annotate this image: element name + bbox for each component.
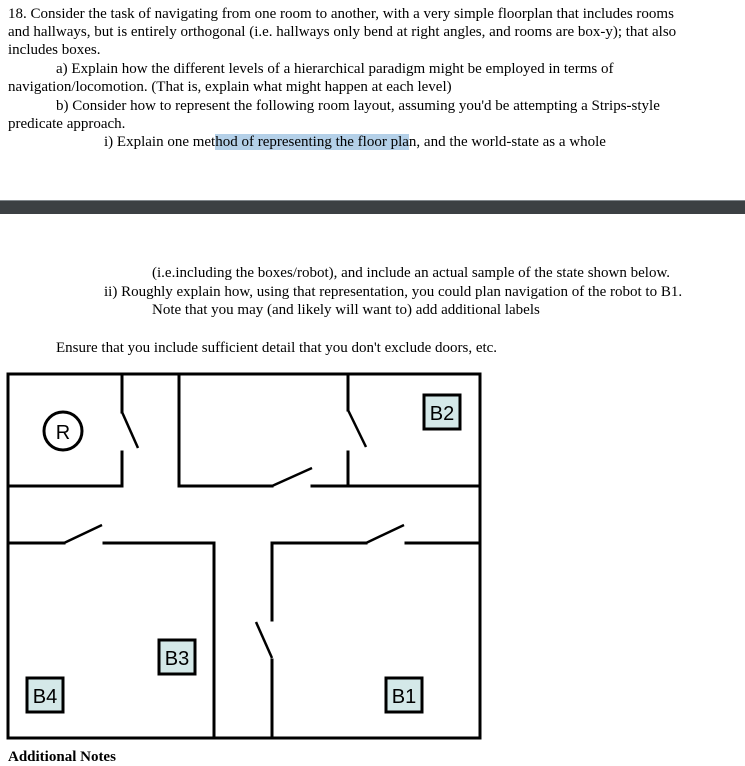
floorplan-diagram [0,360,745,740]
box-b2 [424,395,460,429]
door-bottom-left-room [64,525,102,543]
document-page-top [0,0,745,200]
box-b4-label: B4 [32,686,58,708]
part-b-line-1: b) Consider how to represent the following room layout, assuming you'd be attempting a Strips-style [56,98,660,114]
box-b2-label: B2 [429,403,455,425]
question-line-1: 18. Consider the task of navigating from one room to another, with a very simple floorplan that includes rooms [8,6,674,22]
box-b3-label: B3 [164,648,190,670]
part-b-line-2: predicate approach. [8,116,126,132]
box-b3 [159,640,195,674]
additional-notes-heading-cut: Additional Notes [8,749,116,765]
part-ii-line-1: ii) Roughly explain how, using that representation, you could plan navigation of the robot to B1. [104,284,683,300]
part-i-pre: i) Explain one met [104,134,216,150]
question-line-3: includes boxes. [8,42,101,58]
question-line-2: and hallways, but is entirely orthogonal (i.e. hallways only bend at right angles, and rooms are box-y); that also [8,24,677,40]
part-i-line [104,133,606,151]
robot-marker [44,412,82,450]
page-break-bar [0,201,745,214]
box-b1 [386,678,422,712]
text-selection-highlight[interactable]: hod of representing the floor pla [215,134,409,150]
box-b1-label: B1 [391,686,417,708]
part-a-line-2: navigation/locomotion. (That is, explain what might happen at each level) [8,79,452,95]
robot-label: R [55,422,71,444]
door-bottom-right-room-top [366,525,404,543]
box-b4 [27,678,63,712]
part-a-line-1: a) Explain how the different levels of a hierarchical paradigm might be employed in terms of [56,61,614,77]
ensure-note: Ensure that you include sufficient detail that you don't exclude doors, etc. [56,340,498,356]
door-bottom-right-room-side [256,622,272,658]
part-ii-line-2: Note that you may (and likely will want to) add additional labels [152,302,540,318]
door-top-middle-room [272,468,312,486]
part-i-post: n, and the world-state as a whole [408,134,606,150]
door-top-right-room [348,410,366,447]
part-i-continued: (i.e.including the boxes/robot), and include an actual sample of the state shown below. [152,265,671,281]
door-top-left-room [122,412,138,448]
